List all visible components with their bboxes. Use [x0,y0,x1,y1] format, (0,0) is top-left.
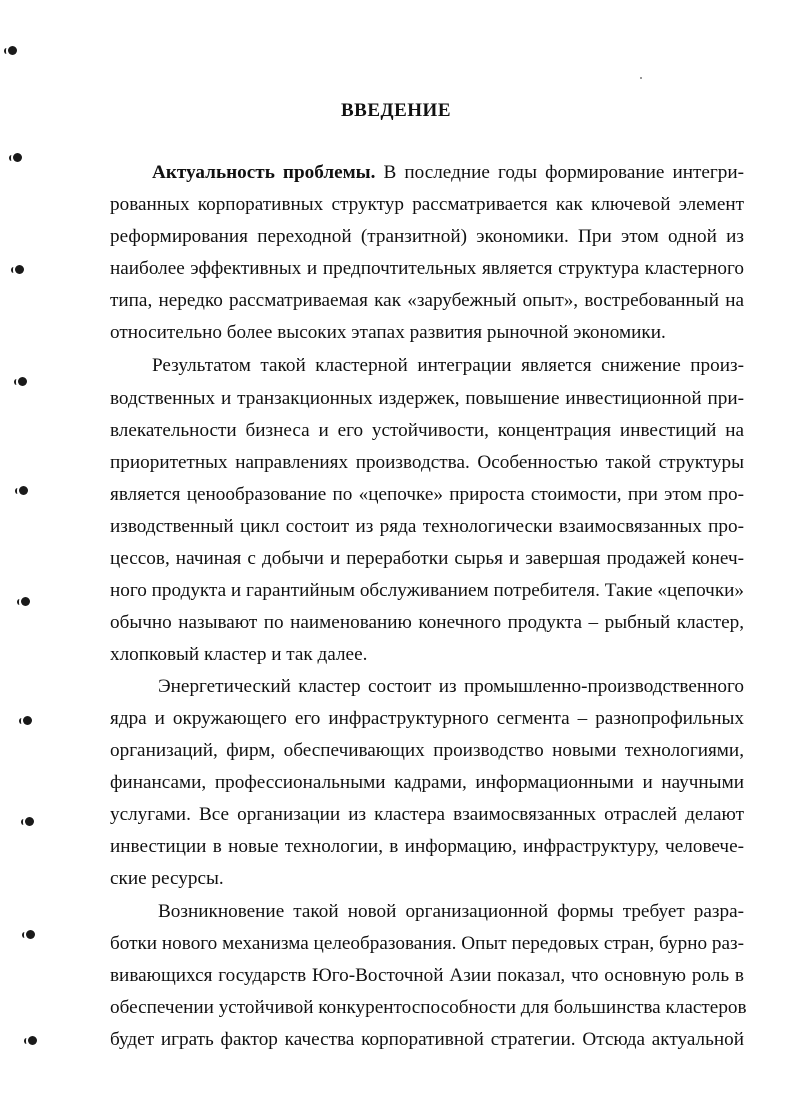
text-line: обычно называют по наименованию конечного продукта – рыбный кластер, [110,612,744,633]
text-line: ядра и окружающего его инфраструктурного сегмента – разнопрофильных [110,708,744,729]
page-title: ВВЕДЕНИЕ [341,100,451,121]
punch-hole-mark [19,486,28,495]
punch-hole-mark [18,377,27,386]
punch-hole-mark [26,930,35,939]
text-line: относительно более высоких этапах развития рыночной экономики. [110,322,666,343]
text-line: изводственный цикл состоит из ряда технологически взаимосвязанных про- [110,516,744,537]
punch-hole-mark [8,46,17,55]
punch-hole-mark [23,716,32,725]
text-line: является ценообразование по «цепочке» прироста стоимости, при этом про- [110,484,744,505]
punch-hole-mark [28,1036,37,1045]
text-line: приоритетных направлениях производства. Особенностью такой структуры [110,452,744,473]
text-line: организаций, фирм, обеспечивающих производство новыми технологиями, [110,740,744,761]
text-line: финансами, профессиональными кадрами, информационными и научными [110,772,744,793]
text-line: Результатом такой кластерной интеграции является снижение произ- [152,355,744,376]
lead-phrase: Актуальность проблемы. [152,162,376,183]
text-line: Возникновение такой новой организационной формы требует разра- [158,901,744,922]
text-line: наиболее эффективных и предпочтительных является структура кластерного [110,258,744,279]
text-line: цессов, начиная с добычи и переработки сырья и завершая продажей конеч- [110,548,744,569]
text-line: ботки нового механизма целеобразования. Опыт передовых стран, бурно раз- [110,933,744,954]
scan-speck [640,77,642,79]
punch-hole-mark [15,265,24,274]
text-line: Актуальность проблемы. В последние годы формирование интегри- [152,162,744,183]
punch-hole-mark [25,817,34,826]
text-line: реформирования переходной (транзитной) экономики. При этом одной из [110,226,744,247]
text-line: рованных корпоративных структур рассматривается как ключевой элемент [110,194,744,215]
text-line: хлопковый кластер и так далее. [110,644,368,665]
text-line: влекательности бизнеса и его устойчивости, концентрация инвестиций на [110,420,744,441]
punch-hole-mark [21,597,30,606]
text-line: Энергетический кластер состоит из промышленно-производственного [158,676,744,697]
text-line: будет играть фактор качества корпоративной стратегии. Отсюда актуальной [110,1029,744,1050]
text-line: водственных и транзакционных издержек, повышение инвестиционной при- [110,388,744,409]
text-line: обеспечении устойчивой конкурентоспособности для большинства кластеров [110,997,747,1018]
text-line: услугами. Все организации из кластера взаимосвязанных отраслей делают [110,804,744,825]
text-line: типа, нередко рассматриваемая как «зарубежный опыт», востребованный на [110,290,744,311]
text-line: ские ресурсы. [110,868,224,889]
text-line: вивающихся государств Юго-Восточной Азии показал, что основную роль в [110,965,744,986]
punch-hole-mark [13,153,22,162]
text-line: ного продукта и гарантийным обслуживанием потребителя. Такие «цепочки» [110,580,744,601]
text-line: инвестиции в новые технологии, в информацию, инфраструктуру, человече- [110,836,744,857]
